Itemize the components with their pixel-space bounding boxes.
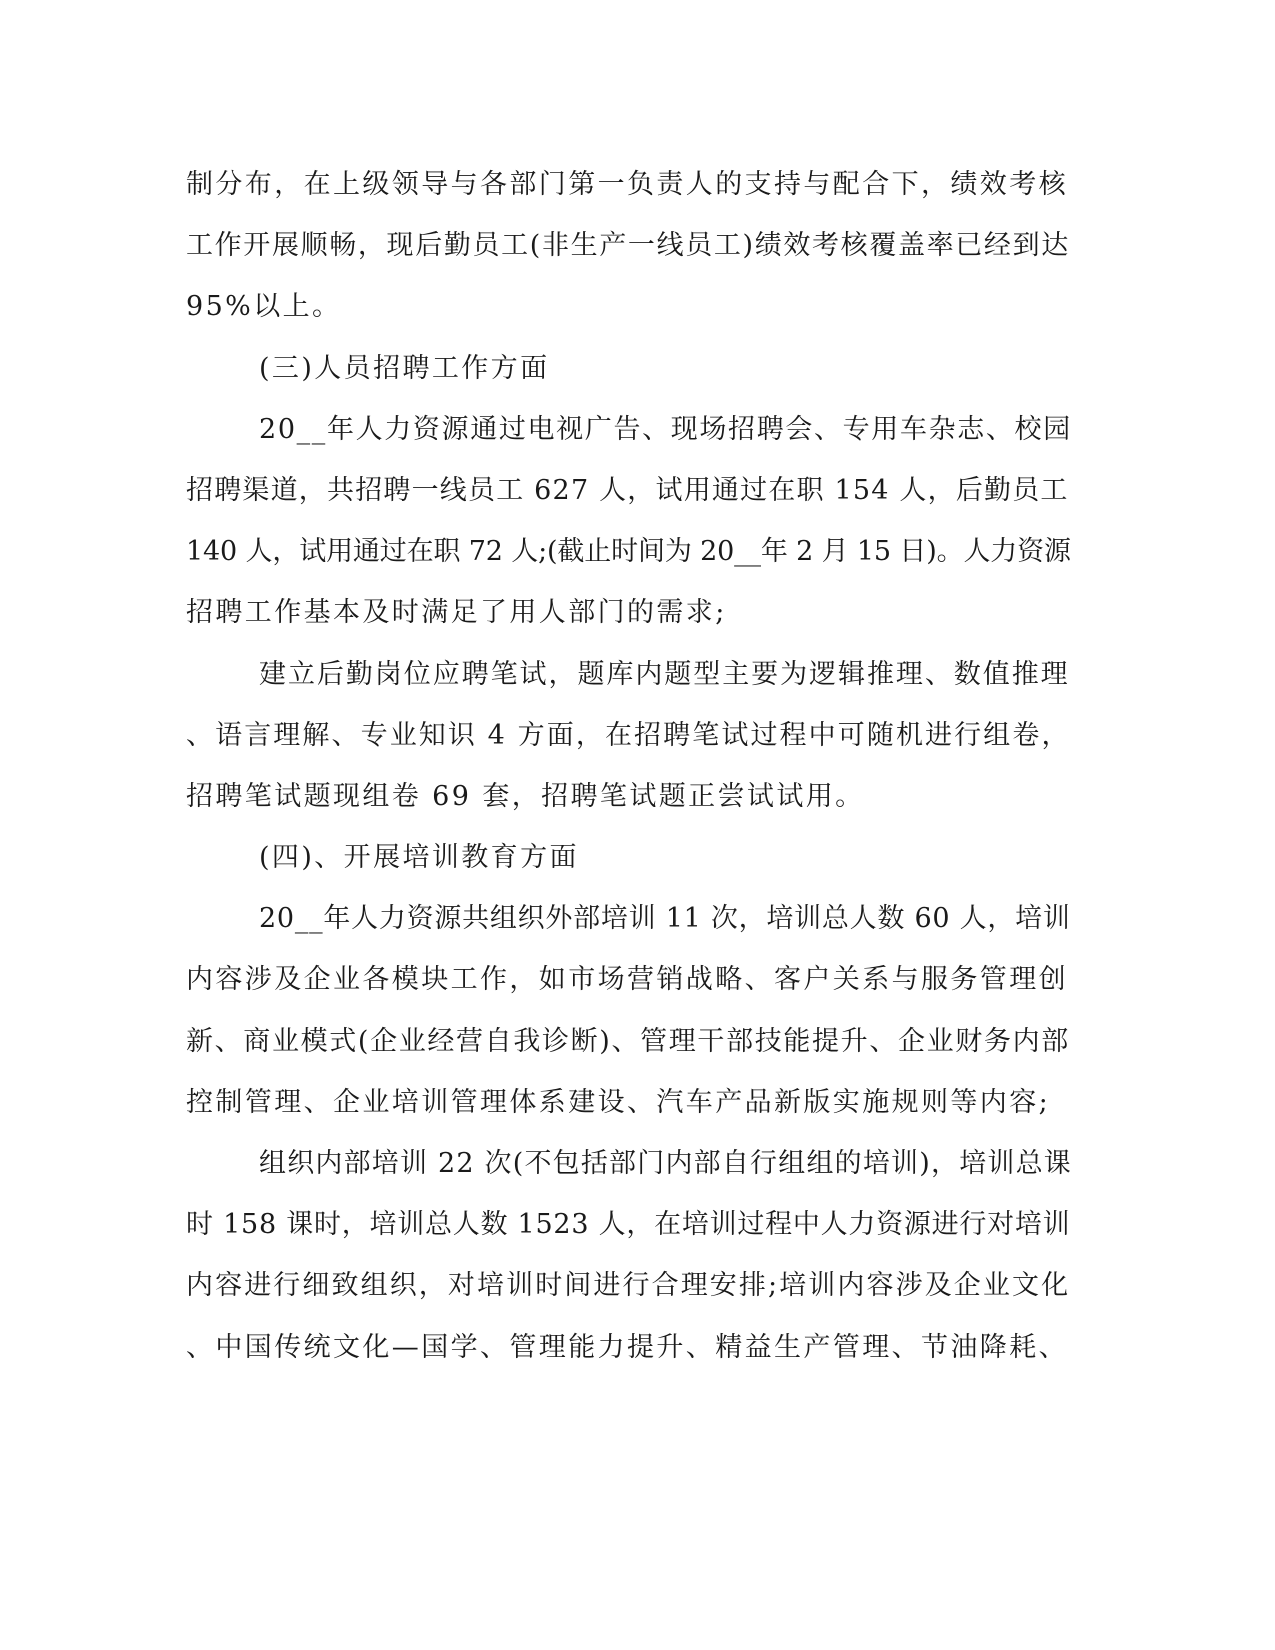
section-heading: (四)、开展培训教育方面 xyxy=(259,842,579,874)
text-line: 新、商业模式(企业经营自我诊断)、管理干部技能提升、企业财务内部 xyxy=(186,1025,1070,1057)
paragraph-first-line: 20__年人力资源通过电视广告、现场招聘会、专用车杂志、校园 xyxy=(259,413,1072,445)
text-line: 内容涉及企业各模块工作，如市场营销战略、客户关系与服务管理创 xyxy=(186,964,1068,996)
paragraph-first-line: 20__年人力资源共组织外部培训 11 次，培训总人数 60 人，培训 xyxy=(259,903,1071,935)
text-line: 内容进行细致组织，对培训时间进行合理安排;培训内容涉及企业文化 xyxy=(186,1270,1071,1302)
text-line: 95%以上。 xyxy=(186,291,342,323)
text-line: 控制管理、企业培训管理体系建设、汽车产品新版实施规则等内容; xyxy=(186,1086,1051,1118)
text-line: 招聘渠道，共招聘一线员工 627 人，试用通过在职 154 人，后勤员工 xyxy=(186,474,1069,506)
document-body xyxy=(186,154,1072,1378)
text-line: 招聘笔试题现组卷 69 套，招聘笔试题正尝试试用。 xyxy=(186,780,865,812)
text-line: 制分布，在上级领导与各部门第一负责人的支持与配合下，绩效考核 xyxy=(186,169,1068,200)
text-line: 、中国传统文化—国学、管理能力提升、精益生产管理、节油降耗、 xyxy=(186,1331,1068,1363)
section-heading: (三)人员招聘工作方面 xyxy=(259,352,550,384)
text-line: 时 158 课时，培训总人数 1523 人，在培训过程中人力资源进行对培训 xyxy=(186,1209,1071,1241)
text-line: 140 人，试用通过在职 72 人;(截止时间为 20__年 2 月 15 日)。人力资源 xyxy=(186,536,1071,568)
paragraph-first-line: 建立后勤岗位应聘笔试，题库内题型主要为逻辑推理、数值推理 xyxy=(259,658,1070,690)
text-line: 工作开展顺畅，现后勤员工(非生产一线员工)绩效考核覆盖率已经到达 xyxy=(186,230,1070,262)
paragraph-first-line: 组织内部培训 22 次(不包括部门内部自行组组的培训)，培训总课 xyxy=(259,1148,1072,1179)
text-line: 、语言理解、专业知识 4 方面，在招聘笔试过程中可随机进行组卷， xyxy=(186,719,1071,751)
text-line: 招聘工作基本及时满足了用人部门的需求; xyxy=(186,597,727,629)
